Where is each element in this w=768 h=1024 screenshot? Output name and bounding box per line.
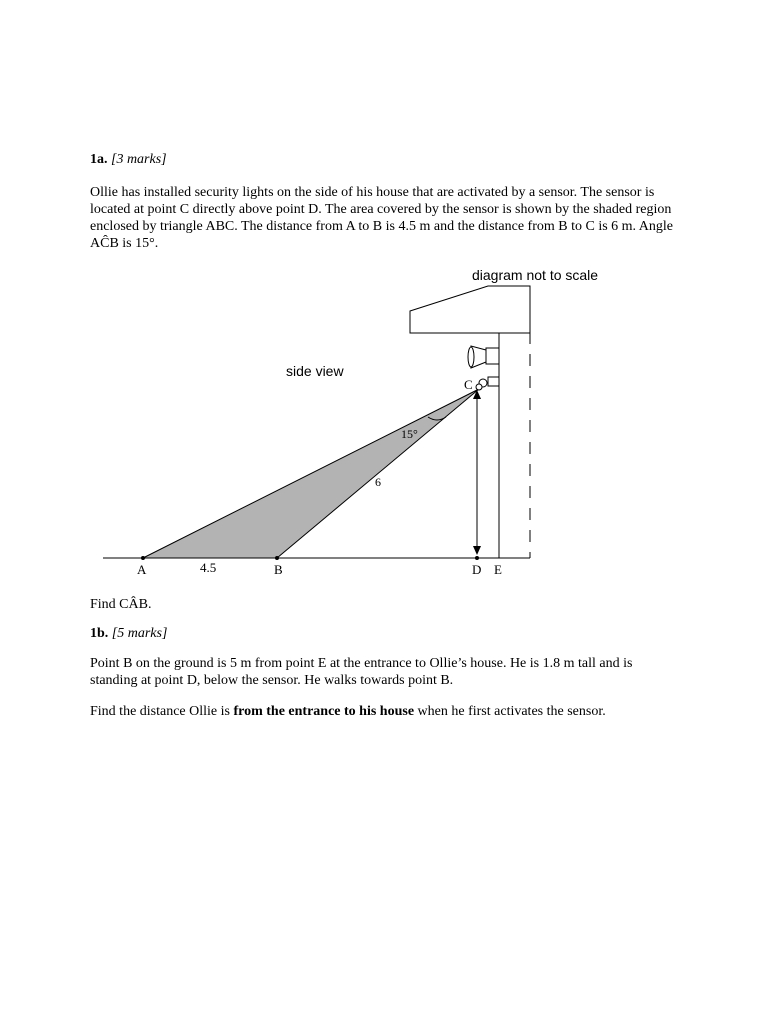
question-number: 1b. [90,626,109,641]
question-marks: [5 marks] [111,626,168,641]
question-number: 1a. [90,152,108,167]
point-b [275,556,279,560]
label-e: E [494,562,502,577]
question-marks: [3 marks] [111,152,167,167]
question-1b-text: Point B on the ground is 5 m from point E at the entrance to Ollie’s house. He is 1.8 m tall and is standing at point D, below the sensor. He walks towards point B. [90,656,633,688]
angle-label: 15° [401,427,418,441]
ab-length-label: 4.5 [200,560,217,575]
label-d: D [472,562,482,577]
label-c: C [464,377,473,392]
security-light-icon [468,346,499,368]
shaded-triangle-abc [143,389,479,558]
question-1b-task [90,703,680,720]
label-a: A [137,562,147,577]
arrow-head-down [473,546,481,555]
task-text-end: when he first activates the sensor. [414,704,606,719]
question-1b-heading [90,626,167,642]
sensor-icon [476,377,499,390]
question-1a-text: Ollie has installed security lights on the side of his house that are activated by a sensor. The sensor is located at point C directly above point D. The area covered by the sensor is shown by the shaded region enclosed by triangle ABC. The distance from A to B is 4.5 m and the distance from B to C is 6 m. Angle AĈB is 15°. [90,185,674,251]
diagram-note: diagram not to scale [472,267,599,283]
task-text-bold: from the entrance to his house [233,704,415,719]
question-1a-task: Find CÂB. [90,597,152,612]
point-d [475,556,479,560]
bc-length-label: 6 [375,475,381,489]
roof-overhang [410,286,530,333]
task-text-start: Find the distance Ollie is [90,704,234,719]
label-b: B [274,562,283,577]
point-a [141,556,145,560]
side-view-label: side view [286,363,344,379]
